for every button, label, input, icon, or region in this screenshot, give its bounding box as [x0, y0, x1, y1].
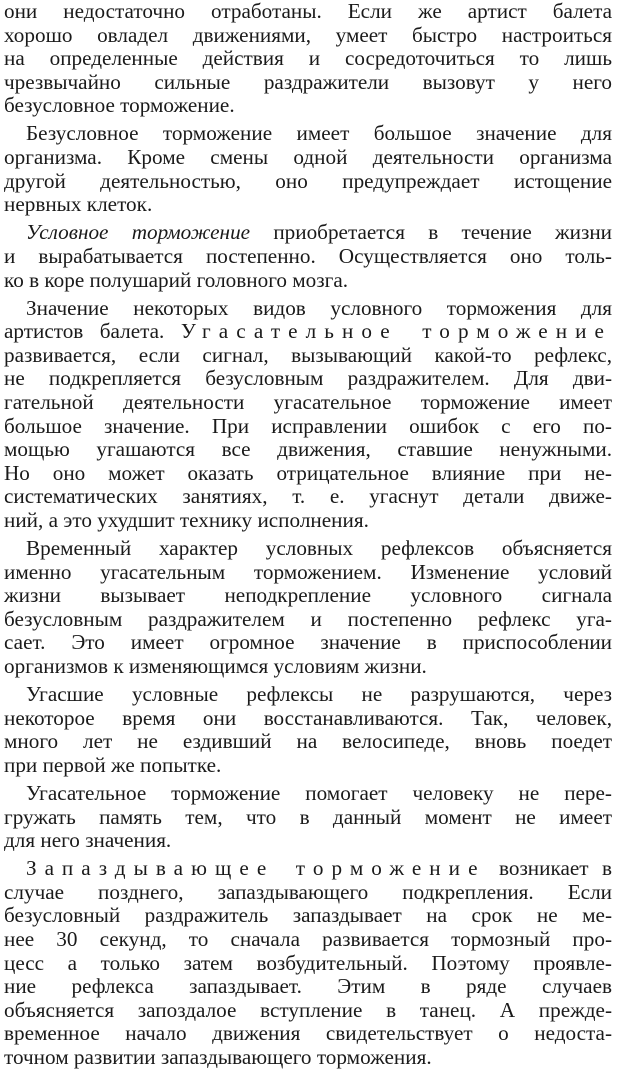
text-segment: они недостаточно отработаны. Если же артист балета — [4, 0, 612, 23]
text-segment: жизни вызывает неподкрепление условного сигнала — [4, 583, 612, 608]
text-line — [4, 999, 612, 1023]
text-segment: ние рефлекса запаздывает. Этим в ряде случаев — [4, 974, 612, 999]
text-segment: гружать память тем, что в данный момент не имеет — [4, 804, 612, 829]
text-segment: Временный характер условных рефлексов объясняется — [26, 536, 612, 561]
text-line — [4, 24, 612, 48]
text-line — [4, 537, 612, 561]
text-line — [4, 584, 612, 608]
text-segment: много лет не ездивший на велосипеде, вновь поедет — [4, 729, 612, 754]
text-segment: безусловный раздражитель запаздывает на срок не ме- — [4, 903, 612, 928]
text-line — [4, 438, 612, 462]
text-segment: артистов балета. — [4, 319, 181, 344]
text-segment: на определенные действия и сосредоточиться то лишь — [4, 46, 612, 71]
text-segment: безусловным раздражителем и постепенно рефлекс уга- — [4, 606, 612, 631]
paragraph — [4, 122, 612, 216]
text-line — [4, 782, 612, 806]
text-segment: возникает в — [485, 856, 612, 881]
text-line — [4, 415, 612, 439]
text-segment: другой деятельностью, оно предупреждает истощение — [4, 168, 612, 193]
text-segment: именно угасательным торможением. Изменение условий — [4, 559, 612, 584]
text-segment: Безусловное торможение имеет большое значение для — [26, 121, 612, 146]
text-segment: хорошо овладел движениями, умеет быстро настроиться — [4, 22, 612, 47]
text-segment: ний, а это ухудшит технику исполнения. — [4, 507, 369, 532]
text-line — [4, 344, 612, 368]
text-segment: Угасшие условные рефлексы не разрушаются, через — [26, 682, 612, 707]
text-segment: мощью угашаются все движения, ставшие ненужными. — [4, 437, 612, 462]
text-line — [4, 485, 612, 509]
text-line — [4, 297, 612, 321]
text-line — [4, 952, 612, 976]
text-line — [4, 754, 612, 778]
paragraph — [4, 857, 612, 1069]
text-segment: цесс а только затем возбудительный. Поэтому проявле- — [4, 950, 612, 975]
text-line — [4, 391, 612, 415]
text-line — [4, 269, 612, 293]
text-line — [4, 47, 612, 71]
text-segment: систематических занятиях, т. е. угаснут детали движе- — [4, 484, 612, 509]
text-segment: и вырабатывается постепенно. Осуществляется оно толь- — [4, 243, 612, 268]
text-line — [4, 146, 612, 170]
text-line — [4, 1022, 612, 1046]
text-segment: Но оно может оказать отрицательное влияние при не- — [4, 460, 612, 485]
text-segment: некоторое время они восстанавливаются. Так, человек, — [4, 705, 612, 730]
italic-term: Условное торможение — [26, 220, 251, 245]
text-line — [4, 193, 612, 217]
text-line — [4, 829, 612, 853]
paragraph — [4, 221, 612, 292]
spaced-term: Запаздывающее торможение — [26, 856, 486, 881]
text-line — [4, 631, 612, 655]
text-line — [4, 122, 612, 146]
text-segment: не подкрепляется безусловным раздражителем. Для дви- — [4, 366, 612, 391]
text-segment: приобретается в течение жизни — [250, 220, 612, 245]
text-line — [4, 245, 612, 269]
text-segment: ко в коре полушарий головного мозга. — [4, 267, 349, 292]
text-line — [4, 881, 612, 905]
paragraph — [4, 0, 612, 118]
paragraph — [4, 297, 612, 533]
spaced-term: Угасательное торможение — [180, 319, 612, 344]
text-line — [4, 928, 612, 952]
paragraph — [4, 782, 612, 853]
text-line — [4, 71, 612, 95]
text-segment: организмов к изменяющимся условиям жизни. — [4, 654, 427, 679]
text-segment: гательной деятельности угасательное торможение имеет — [4, 390, 612, 414]
text-line — [4, 462, 612, 486]
text-line — [4, 509, 612, 533]
text-segment: объясняется запоздалое вступление в танец. А прежде- — [4, 997, 612, 1022]
text-segment: временное начало движения свидетельствует о недоста- — [4, 1021, 612, 1046]
text-line — [4, 221, 612, 245]
text-line — [4, 683, 612, 707]
text-line — [4, 730, 612, 754]
text-line — [4, 904, 612, 928]
text-line — [4, 608, 612, 632]
text-line — [4, 94, 612, 118]
text-segment: большое значение. При исправлении ошибок с его по- — [4, 413, 612, 438]
text-segment: сает. Это имеет огромное значение в приспособлении — [4, 630, 612, 655]
text-segment: организма. Кроме смены одной деятельности организма — [4, 145, 612, 170]
text-line — [4, 0, 612, 24]
text-line — [4, 806, 612, 830]
text-line — [4, 320, 612, 344]
text-line — [4, 367, 612, 391]
text-line — [4, 857, 612, 881]
text-line — [4, 655, 612, 679]
text-segment: развивается, если сигнал, вызывающий какой-то рефлекс, — [4, 342, 612, 367]
text-segment: при первой же попытке. — [4, 752, 222, 777]
text-segment: нее 30 секунд, то сначала развивается тормозный про- — [4, 927, 612, 952]
text-segment: Угасательное торможение помогает человеку не пере- — [26, 781, 612, 805]
text-segment: точном развитии запаздывающего торможения. — [4, 1045, 432, 1070]
text-segment: безусловное торможение. — [4, 93, 235, 118]
text-line — [4, 170, 612, 194]
text-segment: Значение некоторых видов условного торможения для — [26, 295, 612, 320]
text-line — [4, 561, 612, 585]
text-line — [4, 975, 612, 999]
text-line — [4, 1046, 612, 1070]
text-segment: случае позднего, запаздывающего подкрепления. Если — [4, 879, 612, 904]
text-segment: нервных клеток. — [4, 192, 153, 217]
text-line — [4, 707, 612, 731]
paragraph — [4, 683, 612, 777]
paragraph — [4, 537, 612, 679]
text-segment: для него значения. — [4, 828, 172, 853]
text-segment: чрезвычайно сильные раздражители вызовут у него — [4, 69, 612, 94]
